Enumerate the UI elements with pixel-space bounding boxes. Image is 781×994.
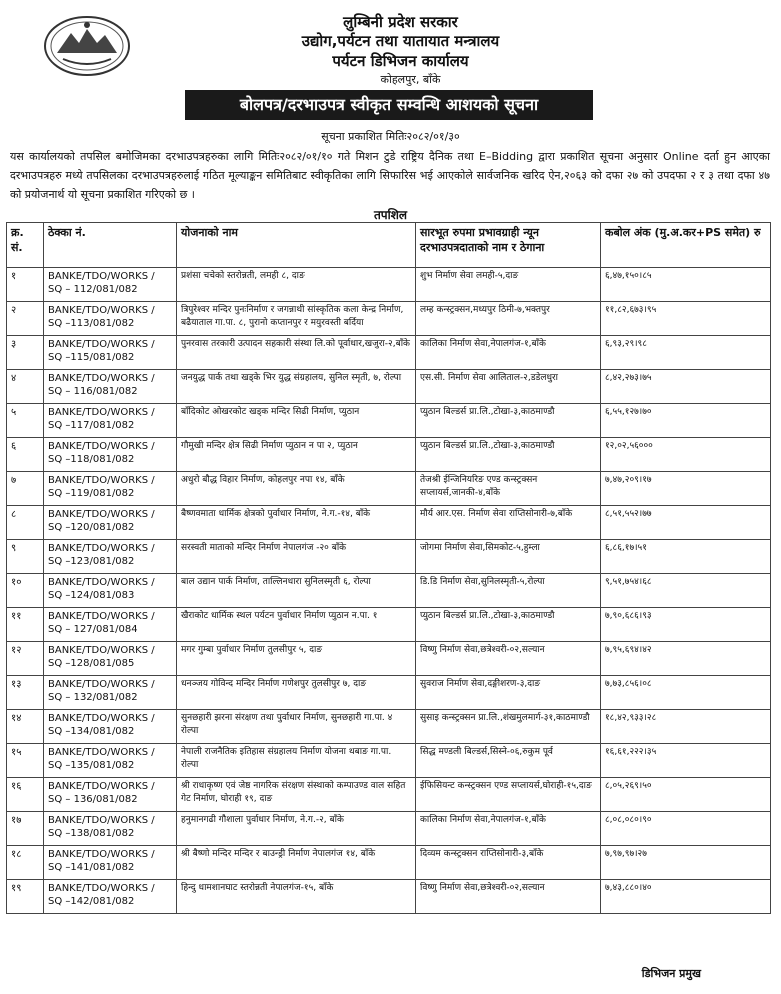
cell-project-name: पुनरवास तरकारी उत्पादन सहकारी संस्था लि.को पूर्वाधार,खजुरा-२,बाँके <box>177 336 416 370</box>
table-row <box>7 880 771 914</box>
cell-vendor: डि.डि निर्माण सेवा,सुनिलस्मृती-५,रोल्पा <box>416 574 601 608</box>
cell-serial: ८ <box>7 506 44 540</box>
details-heading: तपशिल <box>373 208 408 222</box>
office-address: कोहलपुर, बाँके <box>380 73 441 86</box>
col-amount: कबोल अंक (मु.अ.कर+PS समेत) रु <box>601 223 771 268</box>
table-row <box>7 336 771 370</box>
cell-amount: ७,९५,६९४।४२ <box>601 642 771 676</box>
cell-contract-no: BANKE/TDO/WORKS / SQ –138/081/082 <box>44 812 177 846</box>
cell-amount: ८,०५,२६९।५० <box>601 778 771 812</box>
col-serial: क्र. सं. <box>7 223 44 268</box>
cell-project-name: अधुरो बौद्ध विहार निर्माण, कोहलपुर नपा १४, बाँके <box>177 472 416 506</box>
cell-project-name: नेपाली राजनैतिक इतिहास संग्रहालय निर्माण योजना थबाङ गा.पा. रोल्पा <box>177 744 416 778</box>
cell-serial: ७ <box>7 472 44 506</box>
cell-contract-no: BANKE/TDO/WORKS / SQ –113/081/082 <box>44 302 177 336</box>
notice-title: बोलपत्र/दरभाउपत्र स्वीकृत सम्वन्धि आशयको सूचना <box>185 90 593 120</box>
bid-table <box>6 222 771 914</box>
table-row <box>7 812 771 846</box>
cell-serial: १६ <box>7 778 44 812</box>
cell-vendor: लम्ह कन्स्ट्रक्सन,मध्यपुर ठिमी-७,भक्तपुर <box>416 302 601 336</box>
table-row <box>7 268 771 302</box>
cell-contract-no: BANKE/TDO/WORKS / SQ –142/081/082 <box>44 880 177 914</box>
cell-contract-no: BANKE/TDO/WORKS / SQ –115/081/082 <box>44 336 177 370</box>
cell-project-name: मगर गुम्बा पुर्वाधार निर्माण तुलसीपुर ५, दाङ <box>177 642 416 676</box>
notice-header <box>0 0 781 112</box>
cell-vendor: कालिका निर्माण सेवा,नेपालगंज-१,बाँके <box>416 812 601 846</box>
cell-amount: ६,८६,१७।५१ <box>601 540 771 574</box>
signatory: डिभिजन प्रमुख <box>641 967 701 980</box>
table-row <box>7 506 771 540</box>
cell-vendor: कालिका निर्माण सेवा,नेपालगंज-१,बाँके <box>416 336 601 370</box>
cell-contract-no: BANKE/TDO/WORKS / SQ –123/081/082 <box>44 540 177 574</box>
cell-contract-no: BANKE/TDO/WORKS / SQ – 136/081/082 <box>44 778 177 812</box>
cell-vendor: सुसाइ कन्स्ट्रक्सन प्रा.लि.,शंखमुलमार्ग-३१,काठमाण्डौ <box>416 710 601 744</box>
table-row <box>7 472 771 506</box>
table-header-row <box>7 223 771 268</box>
cell-vendor: ईफिसियन्ट कन्स्ट्रक्सन एण्ड सप्लायर्स,घोराही-१५,दाङ <box>416 778 601 812</box>
table-row <box>7 302 771 336</box>
cell-vendor: सिद्ध मण्डली बिल्डर्स,सिस्ने-०६,रुकुम पूर्व <box>416 744 601 778</box>
cell-vendor: मौर्य आर.एस. निर्माण सेवा राप्तिसोनारी-७,बाँके <box>416 506 601 540</box>
cell-amount: ११,८२,६७३।९५ <box>601 302 771 336</box>
cell-contract-no: BANKE/TDO/WORKS / SQ –128/081/085 <box>44 642 177 676</box>
col-contract-no: ठेक्का नं. <box>44 223 177 268</box>
cell-serial: ४ <box>7 370 44 404</box>
cell-contract-no: BANKE/TDO/WORKS / SQ – 127/081/084 <box>44 608 177 642</box>
cell-serial: ३ <box>7 336 44 370</box>
table-row <box>7 778 771 812</box>
cell-amount: ६,९३,२९।९८ <box>601 336 771 370</box>
col-vendor: सारभूत रुपमा प्रभावग्राही न्यून दरभाउपत्रदाताको नाम र ठेगाना <box>416 223 601 268</box>
cell-vendor: सुवराज निर्माण सेवा,दङ्गीशरण-३,दाङ <box>416 676 601 710</box>
cell-amount: ७,४७,२०९।१७ <box>601 472 771 506</box>
cell-vendor: जोगमा निर्माण सेवा,सिमकोट-५,हुम्ला <box>416 540 601 574</box>
table-row <box>7 370 771 404</box>
cell-project-name: सुनछहारी झरना संरक्षण तथा पुर्वाधार निर्माण, सुनछहारी गा.पा. ४ रोल्पा <box>177 710 416 744</box>
publication-date: सूचना प्रकाशित मितिः२०८२/०१/३० <box>321 130 460 143</box>
cell-amount: १६,६१,२२२।३५ <box>601 744 771 778</box>
cell-amount: ६,४७,१५०।८५ <box>601 268 771 302</box>
cell-amount: ८,०८,०८०।९० <box>601 812 771 846</box>
cell-project-name: बैष्णवमाता धार्मिक क्षेत्रको पुर्वाधार निर्माण, ने.ग.-१४, बाँके <box>177 506 416 540</box>
cell-amount: ८,५१,५५२।७७ <box>601 506 771 540</box>
cell-contract-no: BANKE/TDO/WORKS / SQ –135/081/082 <box>44 744 177 778</box>
cell-serial: ९ <box>7 540 44 574</box>
cell-contract-no: BANKE/TDO/WORKS / SQ –117/081/082 <box>44 404 177 438</box>
cell-serial: १२ <box>7 642 44 676</box>
col-project-name: योजनाको नाम <box>177 223 416 268</box>
table-row <box>7 744 771 778</box>
cell-amount: १२,०२,५६००० <box>601 438 771 472</box>
cell-contract-no: BANKE/TDO/WORKS / SQ – 132/081/082 <box>44 676 177 710</box>
table-row <box>7 540 771 574</box>
cell-vendor: प्युठान बिल्डर्स प्रा.लि.,टोखा-३,काठमाण्डौ <box>416 404 601 438</box>
cell-project-name: हिन्दु धामशानघाट स्तरोन्नती नेपालगंज-१५, बाँके <box>177 880 416 914</box>
cell-contract-no: BANKE/TDO/WORKS / SQ –141/081/082 <box>44 846 177 880</box>
cell-vendor: तेजश्री ईन्जिनियरिङ एण्ड कन्स्ट्रक्सन सप्लायर्स,जानकी-४,बाँके <box>416 472 601 506</box>
cell-amount: ७,९७,९७।२७ <box>601 846 771 880</box>
cell-contract-no: BANKE/TDO/WORKS / SQ – 116/081/082 <box>44 370 177 404</box>
cell-project-name: जनयुद्ध पार्क तथा खड्के भिर युद्ध संग्रहालय, सुनिल स्मृती, ७, रोल्पा <box>177 370 416 404</box>
cell-serial: १९ <box>7 880 44 914</box>
cell-serial: १५ <box>7 744 44 778</box>
cell-contract-no: BANKE/TDO/WORKS / SQ – 112/081/082 <box>44 268 177 302</box>
ministry-name: उद्योग,पर्यटन तथा यातायात मन्त्रालय <box>301 32 500 50</box>
cell-project-name: श्री बैष्णो मन्दिर मन्दिर र बाउन्ड्री निर्माण नेपालगंज १४, बाँके <box>177 846 416 880</box>
cell-serial: १३ <box>7 676 44 710</box>
table-row <box>7 608 771 642</box>
cell-vendor: शुभ निर्माण सेवा लमही-५,दाङ <box>416 268 601 302</box>
cell-serial: ६ <box>7 438 44 472</box>
cell-serial: १० <box>7 574 44 608</box>
table-row <box>7 710 771 744</box>
cell-amount: ८,४२,२७३।७५ <box>601 370 771 404</box>
cell-vendor: प्युठान बिल्डर्स प्रा.लि.,टोखा-३,काठमाण्डौ <box>416 438 601 472</box>
cell-serial: ११ <box>7 608 44 642</box>
cell-amount: ७,७३,८५६।०८ <box>601 676 771 710</box>
cell-amount: ७,४३,८८०।४० <box>601 880 771 914</box>
table-row <box>7 438 771 472</box>
cell-amount: ७,९०,६८६।९३ <box>601 608 771 642</box>
table-row <box>7 676 771 710</box>
cell-vendor: विष्णु निर्माण सेवा,छत्रेश्वरी-०२,सल्यान <box>416 642 601 676</box>
cell-serial: १४ <box>7 710 44 744</box>
cell-amount: ९,५१,७५४।६८ <box>601 574 771 608</box>
cell-contract-no: BANKE/TDO/WORKS / SQ –120/081/082 <box>44 506 177 540</box>
cell-vendor: दिव्यम कन्स्ट्रक्सन राप्तिसोनारी-३,बाँके <box>416 846 601 880</box>
cell-project-name: धनञ्जय गोविन्द मन्दिर निर्माण गणेशपुर तुलसीपुर ७, दाङ <box>177 676 416 710</box>
notice-body: यस कार्यालयको तपसिल बमोजिमका दरभाउपत्रहरुका लागि मितिः२०८२/०१/१० गते मिशन टुडे राष्ट्रिय दैनिक तथा E–Bidding द्वारा प्रकाशित सूचना अनुसार Online दर्ता हुन आएका दरभाउपत्रहरु मध्ये तपसिलका दरभाउपत्रहरुलाई गठित मूल्याङ्कन समितिबाट स्वीकृतिका लागि सिफारिस भई आएकोले सार्वजनिक खरिद ऐन,२०६३ को दफा २७ को उपदफा २ र ३ तथा दफा ४७ को प्रयोजनार्थ यो सूचना प्रकाशित गरिएको छ । <box>10 150 770 201</box>
table-row <box>7 404 771 438</box>
cell-contract-no: BANKE/TDO/WORKS / SQ –118/081/082 <box>44 438 177 472</box>
cell-project-name: हनुमानगढी गौशाला पुर्वाधार निर्माण, ने.ग.-२, बाँके <box>177 812 416 846</box>
cell-serial: ५ <box>7 404 44 438</box>
cell-project-name: प्रशंसा चचेको स्तरोन्नती, लमही ८, दाङ <box>177 268 416 302</box>
table-row <box>7 642 771 676</box>
cell-contract-no: BANKE/TDO/WORKS / SQ –119/081/082 <box>44 472 177 506</box>
province-government: लुम्बिनी प्रदेश सरकार <box>343 13 458 31</box>
cell-vendor: एस.सी. निर्माण सेवा आलिताल-२,डडेलधुरा <box>416 370 601 404</box>
table-row <box>7 846 771 880</box>
cell-serial: १८ <box>7 846 44 880</box>
cell-vendor: विष्णु निर्माण सेवा,छत्रेश्वरी-०२,सल्यान <box>416 880 601 914</box>
cell-project-name: श्री राधाकृष्ण एवं जेष्ठ नागरिक संरक्षण संस्थाको कम्पाउण्ड वाल सहित गेट निर्माण, घोराही १९, दाङ <box>177 778 416 812</box>
cell-serial: १ <box>7 268 44 302</box>
cell-vendor: प्युठान बिल्डर्स प्रा.लि.,टोखा-३,काठमाण्डौ <box>416 608 601 642</box>
cell-serial: १७ <box>7 812 44 846</box>
cell-project-name: बाँदिकोट ओखरकोट खड्क मन्दिर सिढी निर्माण, प्युठान <box>177 404 416 438</box>
cell-project-name: गौमुखी मन्दिर क्षेत्र सिढी निर्माण प्युठान न पा २, प्युठान <box>177 438 416 472</box>
office-name: पर्यटन डिभिजन कार्यालय <box>332 52 469 70</box>
cell-project-name: बाल उद्यान पार्क निर्माण, ताल्लिनधारा सुनिलस्मृती ६, रोल्पा <box>177 574 416 608</box>
cell-project-name: त्रिपुरेश्वर मन्दिर पुनःनिर्माण र जगन्नाथी सांस्कृतिक कला केन्द्र निर्माण, बढैयाताल गा.पा. ८, पुरानो कप्तानपुर र मयुरवस्ती बर्दिया <box>177 302 416 336</box>
cell-contract-no: BANKE/TDO/WORKS / SQ –124/081/083 <box>44 574 177 608</box>
cell-contract-no: BANKE/TDO/WORKS / SQ –134/081/082 <box>44 710 177 744</box>
cell-serial: २ <box>7 302 44 336</box>
cell-amount: ६,५५,१२७।७० <box>601 404 771 438</box>
table-body <box>7 268 771 914</box>
table-row <box>7 574 771 608</box>
cell-project-name: खैराकोट धार्मिक स्थल पर्यटन पुर्वाधार निर्माण प्युठान न.पा. १ <box>177 608 416 642</box>
cell-amount: १८,४२,९३३।२८ <box>601 710 771 744</box>
cell-project-name: सरस्वती माताको मन्दिर निर्माण नेपालगंज -२० बाँके <box>177 540 416 574</box>
